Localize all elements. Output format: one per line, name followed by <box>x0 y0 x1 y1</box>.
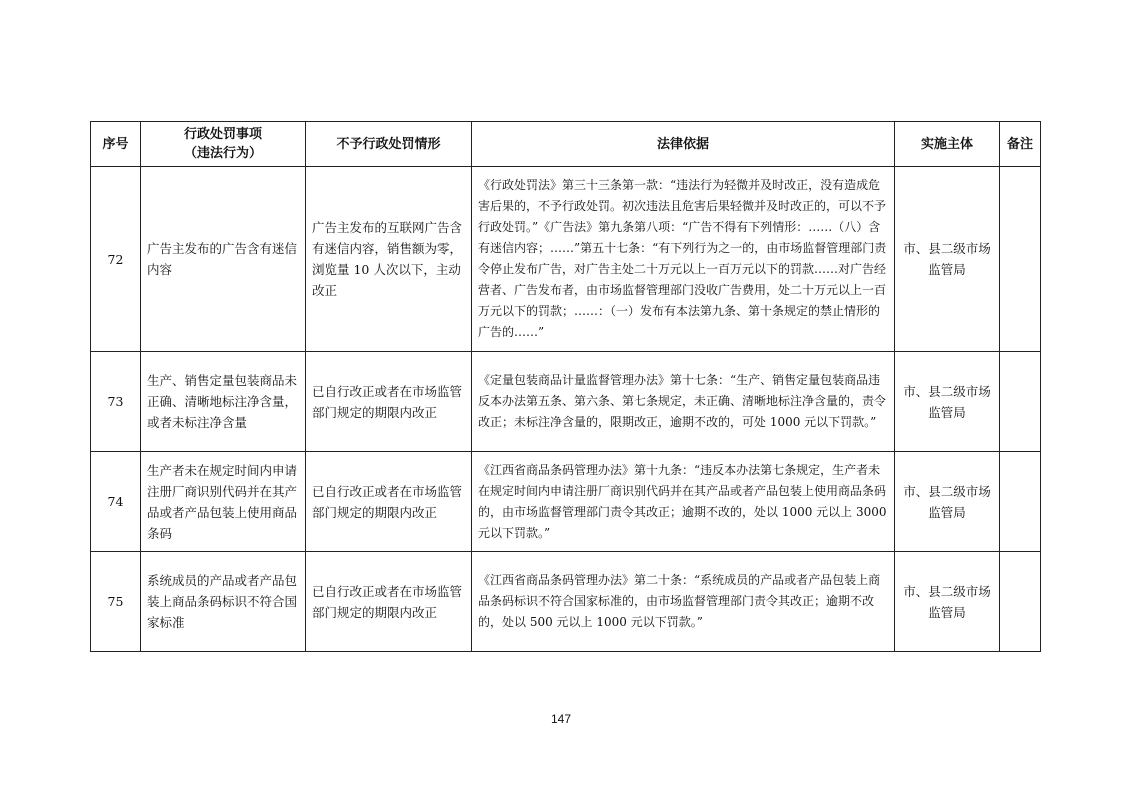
row-number: 72 <box>91 167 141 352</box>
penalty-item: 系统成员的产品或者产品包装上商品条码标识不符合国家标准 <box>141 552 306 652</box>
penalty-table <box>90 121 1041 652</box>
exempt-condition: 广告主发布的互联网广告含有迷信内容，销售额为零，浏览量 10 人次以下，主动改正 <box>306 167 472 352</box>
legal-basis: 《行政处罚法》第三十三条第一款：“违法行为轻微并及时改正，没有造成危害后果的，不予行政处罚。初次违法且危害后果轻微并及时改正的，可以不予行政处罚。”《广告法》第九条第八项：“广告不得有下列情形：……（八）含有迷信内容；……”第五十七条：“有下列行为之一的，由市场监督管理部门责令停止发布广告，对广告主处二十万元以上一百万元以下的罚款……对广告经营者、广告发布者，由市场监督管理部门没收广告费用，处二十万元以上一百万元以下的罚款；……：（一）发布有本法第九条、第十条规定的禁止情形的广告的……” <box>472 167 895 352</box>
header-item <box>141 122 306 167</box>
table-row <box>91 552 1041 652</box>
remark <box>1000 352 1041 452</box>
exempt-condition: 已自行改正或者在市场监管部门规定的期限内改正 <box>306 552 472 652</box>
table-row <box>91 352 1041 452</box>
header-item-line1: 行政处罚事项 <box>183 127 262 142</box>
exempt-condition: 已自行改正或者在市场监管部门规定的期限内改正 <box>306 352 472 452</box>
header-org: 实施主体 <box>895 122 1000 167</box>
row-number: 74 <box>91 452 141 552</box>
legal-basis: 《定量包装商品计量监督管理办法》第十七条：“生产、销售定量包装商品违反本办法第五条、第六条、第七条规定，未正确、清晰地标注净含量的，责令改正；未标注净含量的，限期改正，逾期不改的，可处 1000 元以下罚款。” <box>472 352 895 452</box>
table-row <box>91 452 1041 552</box>
legal-basis: 《江西省商品条码管理办法》第二十条：“系统成员的产品或者产品包装上商品条码标识不符合国家标准的，由市场监督管理部门责令其改正；逾期不改的，处以 500 元以上 1000 元以下罚款。” <box>472 552 895 652</box>
implementing-body: 市、县二级市场监管局 <box>895 352 1000 452</box>
header-item-line2: （违法行为） <box>183 146 262 161</box>
implementing-body: 市、县二级市场监管局 <box>895 552 1000 652</box>
header-note: 备注 <box>1000 122 1041 167</box>
page-number: 147 <box>550 712 572 726</box>
implementing-body: 市、县二级市场监管局 <box>895 167 1000 352</box>
remark <box>1000 452 1041 552</box>
table-row <box>91 167 1041 352</box>
penalty-item: 生产、销售定量包装商品未正确、清晰地标注净含量，或者未标注净含量 <box>141 352 306 452</box>
header-no: 序号 <box>91 122 141 167</box>
row-number: 75 <box>91 552 141 652</box>
header-basis: 法律依据 <box>472 122 895 167</box>
exempt-condition: 已自行改正或者在市场监管部门规定的期限内改正 <box>306 452 472 552</box>
header-exempt: 不予行政处罚情形 <box>306 122 472 167</box>
table-header-row <box>91 122 1041 167</box>
legal-basis: 《江西省商品条码管理办法》第十九条：“违反本办法第七条规定，生产者未在规定时间内申请注册厂商识别代码并在其产品或者产品包装上使用商品条码的，由市场监督管理部门责令其改正；逾期不改的，处以 1000 元以上 3000 元以下罚款。” <box>472 452 895 552</box>
row-number: 73 <box>91 352 141 452</box>
penalty-item: 生产者未在规定时间内申请注册厂商识别代码并在其产品或者产品包装上使用商品条码 <box>141 452 306 552</box>
penalty-item: 广告主发布的广告含有迷信内容 <box>141 167 306 352</box>
implementing-body: 市、县二级市场监管局 <box>895 452 1000 552</box>
remark <box>1000 552 1041 652</box>
remark <box>1000 167 1041 352</box>
